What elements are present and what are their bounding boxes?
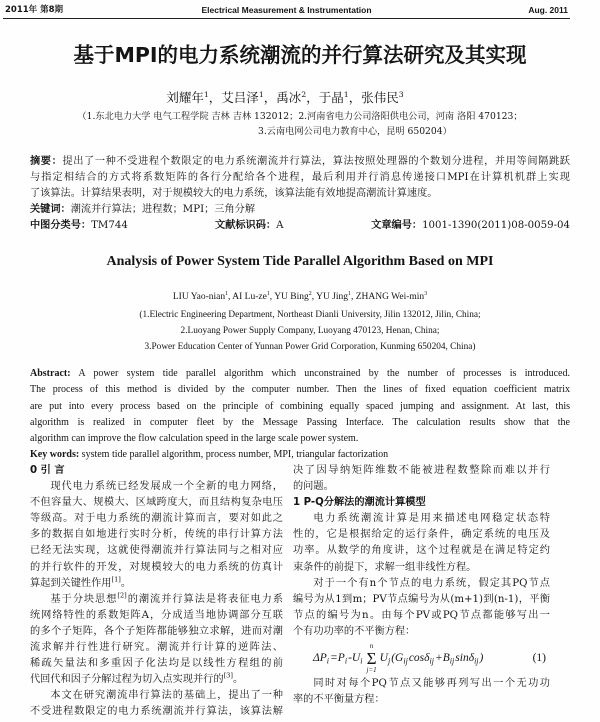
body-column-left	[30, 463, 283, 721]
article-number-label: 文章编号：	[371, 220, 423, 231]
author-name: 禹冰	[276, 90, 302, 105]
equation	[293, 640, 550, 676]
term-symbol: cosδ	[408, 652, 430, 665]
abstract-cn-line	[30, 154, 570, 170]
term-subscript: i	[326, 656, 330, 666]
abstract-cn-line: 了该算法。计算结果表明，对于规模较大的电力系统，该算法能有效地提高潮流计算速度。	[30, 188, 438, 199]
paragraph	[293, 511, 550, 575]
abstract-cn-text: 提出了一种不受进程个数限定的电力系统潮流并行算法，算法按照处理器的个数划分进程，并用等间隔跳跃	[62, 156, 570, 167]
document-code-label: 文献标识码：	[215, 220, 277, 231]
article-number	[371, 218, 570, 234]
equation-term	[409, 652, 434, 664]
text-segment: 。	[120, 577, 132, 589]
equation-term	[330, 652, 347, 664]
author-name: 刘耀年	[166, 90, 204, 105]
text-segment: 的潮流并行算法是将表征电力系	[126, 593, 283, 605]
text-line: 不但容量大、规模大、区域跨度大，而且结构复杂电压	[30, 497, 283, 509]
term-subscript: ij	[474, 656, 479, 666]
author-name: 张伟民	[361, 90, 399, 105]
term-subscript: ij	[403, 656, 408, 666]
section-heading: 1 P-Q分解法的潮流计算模型	[293, 497, 426, 509]
abstract-en-line	[30, 366, 570, 382]
text-line: 性的，它是根据给定的运行条件，确定系统的电压及	[293, 529, 550, 541]
text-line: 本文在研究潮流串行算法的基础上，提出了一种	[50, 690, 283, 702]
text-line: 电力系统潮流计算是用来描述电网稳定状态特	[313, 513, 550, 525]
author-name: LIU Yao-nian	[172, 292, 226, 302]
keywords-cn-text: 潮流并行算法；进程数；MPI；三角分解	[70, 204, 256, 215]
author-affiliation-mark: 1	[203, 89, 209, 99]
abstract-en-line: The process of this method is divided by the computer number. Then the lines of fixed equation coefficient matrix	[30, 384, 570, 396]
author-separator: ，	[208, 90, 222, 105]
author-affiliation-mark: 1	[343, 89, 349, 99]
text-line: 节点的编号为n。由每个PV或PQ节点都能够写出一	[293, 609, 550, 621]
author-affiliation-mark: 1	[348, 290, 351, 297]
keywords-cn-label: 关键词：	[30, 204, 71, 215]
author-affiliation-mark: 3	[398, 89, 404, 99]
text-line	[30, 576, 283, 592]
author-separator: ,	[269, 292, 275, 302]
summation-symbol: Σ	[366, 648, 377, 668]
text-segment: 代回代和因子分解过程为切入点实现并行的	[30, 674, 224, 686]
summation-lower-limit: j=1	[366, 665, 377, 674]
author-name: YU Bing	[274, 292, 309, 302]
author-name: 于晶	[318, 90, 344, 105]
text-line: 对于一个有n个节点的电力系统，假定其PQ节点	[313, 577, 550, 589]
text-line: 的问题。	[293, 481, 334, 493]
text-segment: 。	[232, 674, 244, 686]
text-line	[30, 672, 283, 688]
author-affiliation-mark: 1	[258, 89, 264, 99]
document-code-value: A	[276, 220, 284, 231]
paragraph	[293, 676, 550, 708]
abstract-cn-line: 与指定相结合的方式将系数矩阵的各行分配给各个进程，最后利用并行消息传递接口MPI在计算机机群上实现	[30, 172, 570, 183]
abstract-cn-label: 摘要：	[30, 156, 63, 167]
author-separator: ,	[311, 292, 317, 302]
paragraph	[30, 592, 283, 689]
equation-term	[348, 652, 362, 664]
text-line	[30, 592, 283, 608]
summation-operator	[366, 643, 376, 674]
equation-term	[455, 652, 478, 664]
equation-term	[313, 652, 329, 664]
author-name: AI Lu-ze	[232, 292, 267, 302]
summation-upper-limit: n	[369, 641, 374, 650]
body-column-right	[293, 463, 550, 708]
classification-row	[30, 218, 570, 234]
text-segment: 基于分块思想	[50, 593, 118, 605]
text-line: 已经无法实现，这就使得潮流并行算法同与之相对应	[30, 545, 283, 557]
term-subscript: ij	[449, 656, 455, 666]
issue-number: 2011年 第8期	[5, 5, 64, 15]
author-name: YU Jing	[316, 292, 349, 302]
abstract-en-text: A power system tide parallel algorithm which unconstrained by the number of processes is introduced.	[78, 368, 570, 379]
citation-reference: [2]	[117, 591, 127, 600]
paragraph	[293, 463, 550, 495]
term-symbol: ΔP	[313, 652, 327, 665]
author-separator: ,	[350, 292, 356, 302]
text-line: 等级高。对于电力系统的潮流计算而言，要对如此之	[30, 513, 283, 525]
equation-number: (1)	[532, 652, 546, 665]
term-subscript: i	[360, 656, 363, 666]
text-line: 现代电力系统已经发展成一个全新的电力网络，	[50, 481, 283, 493]
paragraph	[30, 479, 283, 592]
text-line: 的并行软件的开发，对规模较大的电力系统的仿真计	[30, 561, 283, 573]
equation-term	[480, 652, 484, 664]
affiliation-en-line: 2.Luoyang Power Supply Company, Luoyang 470123, Henan, China;	[180, 326, 440, 336]
author-separator: ，	[348, 90, 362, 105]
affiliation-en-line: 3.Power Education Center of Yunnan Power Grid Corporation, Kunming 650204, China)	[144, 342, 476, 352]
text-line: 率的不平衡量方程：	[293, 694, 385, 706]
equation-term	[435, 652, 454, 664]
journal-name: Electrical Measurement & Instrumentation	[201, 5, 372, 15]
term-symbol: )	[479, 652, 484, 665]
equation-term	[380, 652, 391, 664]
paragraph	[293, 576, 550, 640]
author-name: ZHANG Wei-min	[355, 292, 425, 302]
citation-reference: [1]	[111, 575, 121, 584]
abstract-en-line: algorithm is realized in computer fleet by the Message Passing Interface. The calculation results show that the	[30, 416, 570, 428]
paper-title-cn: 基于MPI的电力系统潮流的并行算法研究及其实现	[73, 43, 527, 67]
keywords-en-text: system tide parallel algorithm, process number, MPI, triangular factorization	[81, 449, 389, 461]
equation-term	[391, 652, 408, 664]
author-affiliation-mark: 1	[266, 290, 270, 297]
term-subscript: i	[344, 656, 348, 666]
document-code	[215, 218, 283, 234]
text-line: 束条件的前提下，求解一组非线性方程。	[293, 561, 477, 573]
abstract-en-label: Abstract:	[30, 368, 71, 379]
text-line: 流求解并行性进行研究。潮流并行计算的逆阵法、	[30, 642, 283, 654]
text-line: 决了因导纳矩阵维数不能被进程数整除而难以并行	[293, 465, 550, 476]
abstract-en	[30, 366, 570, 464]
article-number-value: 1001-1390(2011)08-0059-04	[422, 220, 570, 231]
text-line: 稀疏矢量法和多重因子化法均是以线性方程组的前	[30, 658, 283, 670]
abstract-cn	[30, 154, 570, 234]
text-line: 的多个子矩阵，各个子矩阵都能够独立求解，进而对潮	[30, 625, 283, 637]
paper-title-en: Analysis of Power System Tide Parallel Algorithm Based on MPI	[106, 254, 494, 269]
citation-reference: [3]	[223, 672, 233, 680]
term-symbol: -U	[348, 652, 361, 665]
author-affiliation-mark: 3	[424, 290, 428, 297]
term-symbol: U	[379, 652, 388, 665]
clc-number	[30, 218, 128, 234]
section-heading: 0 引 言	[30, 465, 65, 476]
text-line: 统网络特性的系数矩阵A，分成适当地协调部分互联	[30, 609, 283, 621]
text-line: 同时对每个PQ节点又能够再列写出一个无功功	[313, 678, 550, 690]
text-line: 不受进程数限定的电力系统潮流并行算法，该算法解	[30, 706, 283, 718]
paragraph	[30, 688, 283, 720]
term-subscript: j	[387, 656, 391, 666]
author-list-cn	[0, 89, 570, 107]
text-line: 编号为从1到m；PV节点编号为从(m+1)到(n-1)，平衡	[293, 593, 550, 605]
text-line: 个有功功率的不平衡方程：	[293, 625, 416, 637]
keywords-en-label: Key words:	[30, 449, 80, 461]
author-list-en	[0, 289, 600, 305]
abstract-en-line: are put into every process based on the principle of combining equally spaced jumping and assignment. At last, this	[30, 400, 570, 412]
equation-formula	[313, 643, 484, 674]
author-separator: ，	[263, 90, 277, 105]
term-symbol: +B	[435, 652, 450, 665]
clc-value: TM744	[91, 220, 128, 231]
author-affiliation-mark: 2	[301, 89, 307, 99]
term-symbol: sinδ	[455, 652, 475, 665]
keywords-en	[30, 447, 570, 463]
term-symbol: =P	[330, 652, 345, 665]
text-segment: 算起到关键性作用	[30, 577, 112, 589]
text-line: 多的数据自如地进行实时分析，传统的串行计算方法	[30, 529, 283, 541]
author-affiliation-mark: 1	[225, 290, 229, 297]
clc-label: 中图分类号：	[30, 220, 92, 231]
author-affiliation-mark: 2	[308, 290, 312, 297]
term-symbol: (G	[391, 652, 404, 665]
affiliation-en-line: (1.Electric Engineering Department, Northeast Dianli University, Jilin 132012, Jilin, China;	[139, 310, 481, 320]
issue-date: Aug. 2011	[528, 5, 568, 15]
affiliation-cn-line: （1.东北电力大学 电气工程学院 吉林 吉林 132012；2.河南省电力公司洛阳供电公司，河南 洛阳 470123；	[77, 111, 523, 122]
affiliation-cn-line: 3.云南电网公司电力教育中心，昆明 650204）	[258, 126, 452, 137]
keywords-cn	[30, 202, 570, 218]
author-name: 艾吕泽	[221, 90, 259, 105]
term-subscript: ij	[429, 656, 434, 666]
abstract-en-line: algorithm can improve the flow calculation speed in the large scale power system.	[30, 433, 359, 445]
author-separator: ，	[306, 90, 319, 105]
author-separator: ,	[228, 292, 233, 302]
running-header	[3, 4, 570, 19]
text-line: 功率。从数学的角度讲，这个过程就是在满足特定约	[293, 545, 550, 557]
